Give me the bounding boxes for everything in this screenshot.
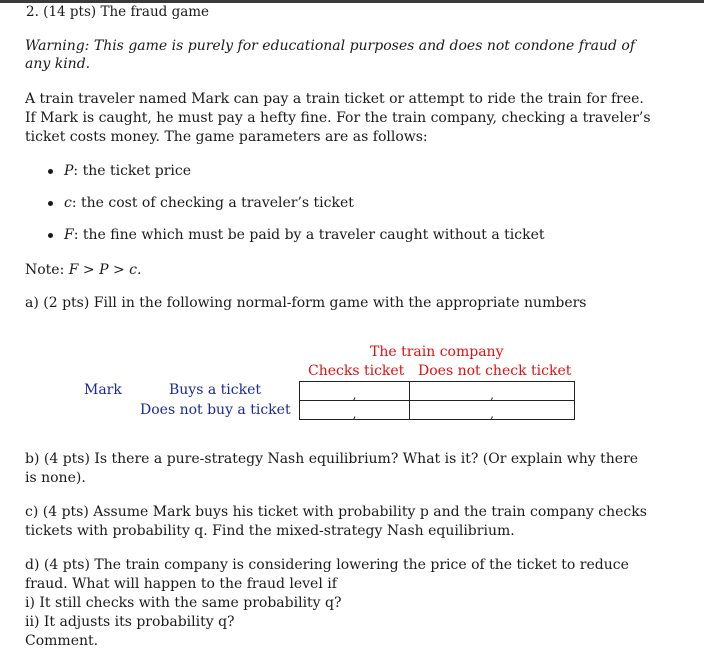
note-line: Note: F > P > c.	[25, 262, 142, 278]
part-d-line-4: ii) It adjusts its probability q?	[25, 614, 235, 630]
warning-line-2: any kind.	[25, 56, 91, 72]
row-strategy-buys: Buys a ticket	[169, 382, 261, 398]
part-b-line-1: b) (4 pts) Is there a pure-strategy Nash equilibrium? What is it? (Or explain why there	[25, 451, 639, 467]
part-d-line-5: Comment.	[25, 633, 99, 649]
col-strategy-not-check: Does not check ticket	[418, 363, 572, 379]
param-check-cost: c: the cost of checking a traveler’s ticket	[64, 195, 354, 211]
intro-line-3: ticket costs money. The game parameters are as follows:	[25, 129, 428, 145]
problem-heading: 2. (14 pts) The fraud game	[26, 4, 210, 20]
bullet-icon	[48, 169, 53, 174]
row-player-label: Mark	[84, 382, 122, 398]
part-c-line-1: c) (4 pts) Assume Mark buys his ticket with probability p and the train company checks	[25, 504, 647, 520]
payoff-cell-buy-nocheck: ,	[409, 381, 575, 401]
part-c-line-2: tickets with probability q. Find the mixed-strategy Nash equilibrium.	[25, 523, 515, 539]
param-ticket-price: P: the ticket price	[64, 163, 192, 179]
intro-line-2: If Mark is caught, he must pay a hefty fine. For the train company, checking a traveler’s	[25, 110, 651, 126]
payoff-cell-buy-check: ,	[299, 381, 410, 401]
param-fine: F: the fine which must be paid by a traveler caught without a ticket	[64, 227, 545, 243]
part-b-line-2: is none).	[25, 470, 86, 486]
bullet-icon	[48, 201, 53, 206]
col-strategy-checks: Checks ticket	[308, 363, 405, 379]
part-a-prompt: a) (2 pts) Fill in the following normal-form game with the appropriate numbers	[25, 295, 587, 311]
part-d-line-1: d) (4 pts) The train company is considering lowering the price of the ticket to reduce	[25, 557, 629, 573]
part-d-line-2: fraud. What will happen to the fraud level if	[25, 576, 337, 592]
bullet-icon	[48, 233, 53, 238]
warning-line-1: Warning: This game is purely for educational purposes and does not condone fraud of	[25, 38, 636, 54]
column-player-label: The train company	[370, 344, 504, 360]
part-d-line-3: i) It still checks with the same probability q?	[25, 595, 342, 611]
payoff-cell-nobuy-nocheck: ,	[409, 400, 575, 420]
intro-line-1: A train traveler named Mark can pay a train ticket or attempt to ride the train for free.	[25, 91, 644, 107]
row-strategy-not-buy: Does not buy a ticket	[140, 402, 291, 418]
payoff-cell-nobuy-check: ,	[299, 400, 410, 420]
